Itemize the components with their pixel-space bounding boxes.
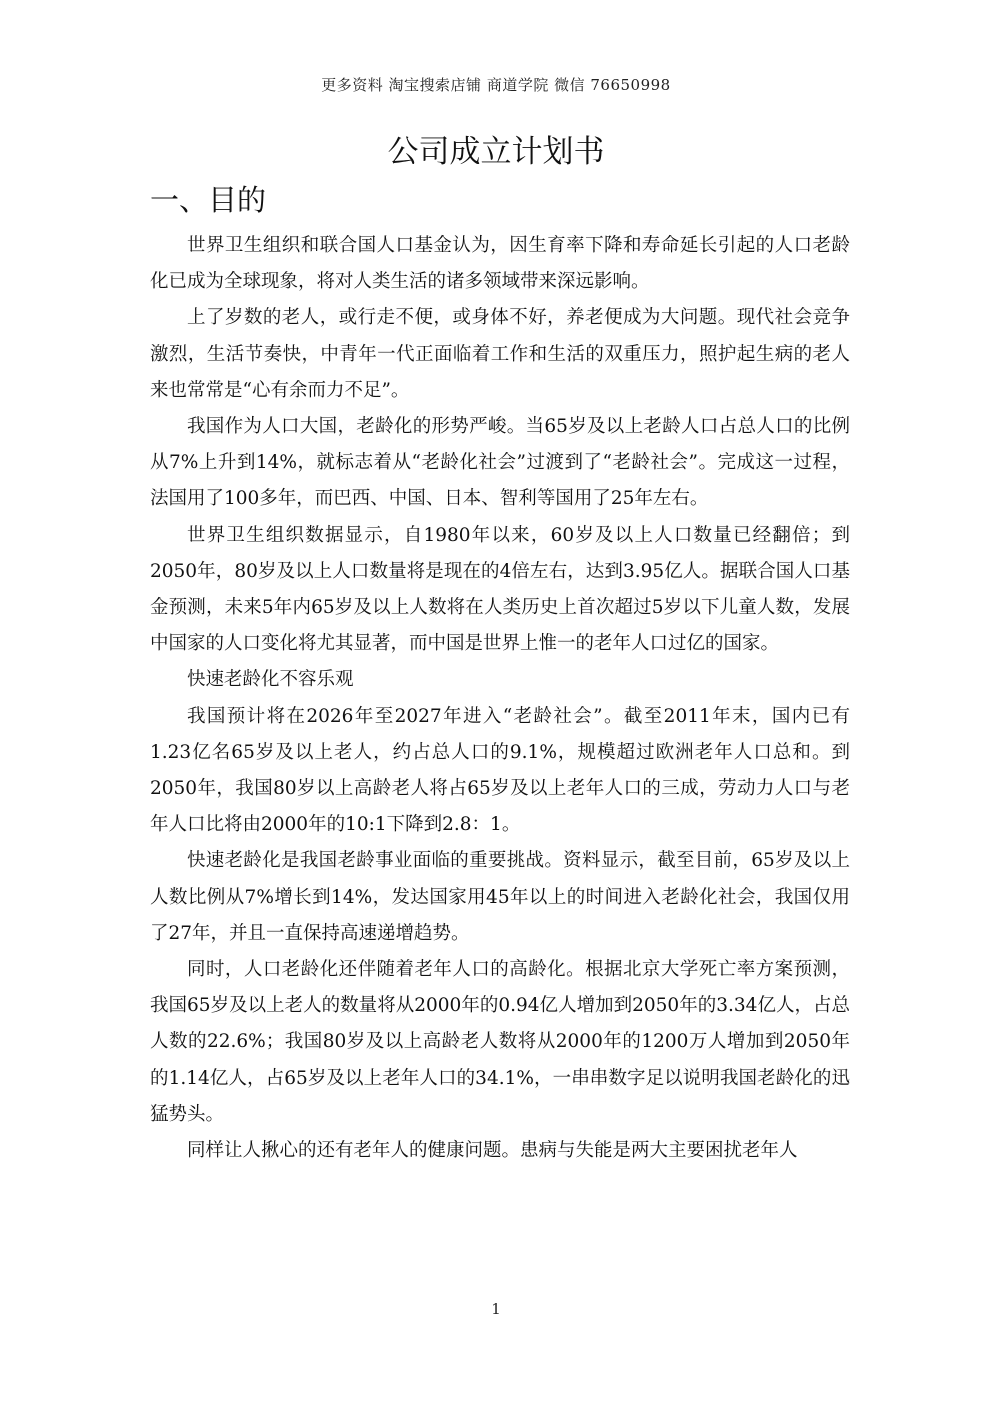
paragraph: 世界卫生组织数据显示，自1980年以来，60岁及以上人口数量已经翻倍；到2050年，80岁及以上人口数量将是现在的4倍左右，达到3.95亿人。据联合国人口基金预测，未来5年内65岁及以上人数将在人类历史上首次超过5岁以下儿童人数，发展中国家的人口变化将尤其显著，而中国是世界上惟一的老年人口过亿的国家。 bbox=[150, 524, 850, 655]
paragraph: 上了岁数的老人，或行走不便，或身体不好，养老便成为大问题。现代社会竞争激烈，生活节奏快，中青年一代正面临着工作和生活的双重压力，照护起生病的老人来也常常是“心有余而力不足”。 bbox=[150, 307, 850, 401]
section-heading: 一、目的 bbox=[150, 183, 267, 217]
document-title: 公司成立计划书 bbox=[387, 134, 605, 170]
page-number: 1 bbox=[491, 1300, 501, 1318]
header-note: 更多资料 淘宝搜索店铺 商道学院 微信 76650998 bbox=[321, 76, 671, 94]
paragraph: 我国预计将在2026年至2027年进入“老龄社会”。截至2011年末，国内已有1.23亿名65岁及以上老人，约占总人口的9.1%，规模超过欧洲老年人口总和。到2050年，我国80岁以上高龄老人将占65岁及以上老年人口的三成，劳动力人口与老年人口比将由2000年的10:1下降到2.8：1。 bbox=[150, 705, 850, 836]
paragraph: 同样让人揪心的还有老年人的健康问题。患病与失能是两大主要困扰老年人 bbox=[187, 1140, 798, 1162]
body-text bbox=[150, 228, 850, 1169]
paragraph: 快速老龄化是我国老龄事业面临的重要挑战。资料显示，截至目前，65岁及以上人数比例从7%增长到14%，发达国家用45年以上的时间进入老龄化社会，我国仅用了27年，并且一直保持高速递增趋势。 bbox=[150, 850, 850, 944]
paragraph: 世界卫生组织和联合国人口基金认为，因生育率下降和寿命延长引起的人口老龄化已成为全球现象，将对人类生活的诸多领域带来深远影响。 bbox=[150, 235, 850, 293]
paragraph: 我国作为人口大国，老龄化的形势严峻。当65岁及以上老龄人口占总人口的比例从7%上升到14%，就标志着从“老龄化社会”过渡到了“老龄社会”。完成这一过程，法国用了100多年，而巴西、中国、日本、智利等国用了25年左右。 bbox=[150, 416, 850, 510]
paragraph: 同时，人口老龄化还伴随着老年人口的高龄化。根据北京大学死亡率方案预测，我国65岁及以上老人的数量将从2000年的0.94亿人增加到2050年的3.34亿人，占总人数的22.6%；我国80岁及以上高龄老人数将从2000年的1200万人增加到2050年的1.14亿人，占65岁及以上老年人口的34.1%，一串串数字足以说明我国老龄化的迅猛势头。 bbox=[150, 959, 850, 1125]
subheading-paragraph: 快速老龄化不容乐观 bbox=[187, 669, 354, 691]
